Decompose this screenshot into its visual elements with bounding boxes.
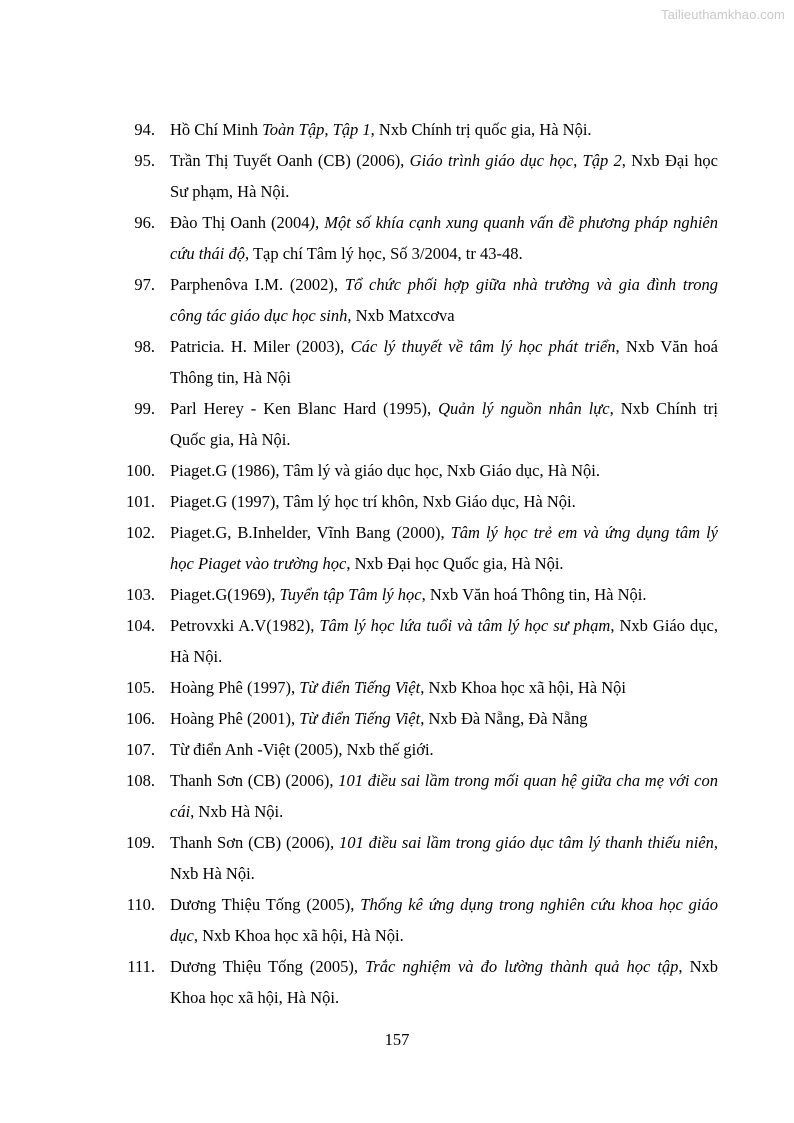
watermark: Tailieuthamkhao.com (660, 7, 785, 22)
reference-item (0, 734, 794, 765)
reference-title: Từ điển Tiếng Việt (299, 678, 421, 697)
reference-segment: Piaget.G (1997), Tâm lý học trí khôn, Nxb Giáo dục, Hà Nội. (170, 492, 576, 511)
reference-text (170, 579, 718, 610)
reference-number: 94. (134, 120, 155, 139)
reference-item (0, 486, 794, 517)
reference-number: 111. (127, 957, 155, 976)
reference-title: 101 điều sai lầm trong giáo dục tâm lý thanh thiếu niên (338, 833, 714, 852)
reference-segment: Hoàng Phê (1997), (170, 678, 300, 697)
reference-segment: , Nxb Chính trị Quốc gia, Hà Nội. (170, 399, 719, 449)
reference-item (0, 145, 794, 207)
reference-segment: , Nxb Khoa học xã hội, Hà Nội. (193, 926, 404, 945)
reference-title: Từ điển Tiếng Việt (299, 709, 421, 728)
reference-segment: , Nxb Đại học Quốc gia, Hà Nội. (346, 554, 564, 573)
reference-number: 97. (134, 275, 155, 294)
reference-item (0, 393, 794, 455)
reference-number: 98. (134, 337, 155, 356)
reference-item (0, 827, 794, 889)
reference-text (170, 672, 718, 703)
reference-text (170, 331, 718, 393)
reference-text (170, 951, 718, 1013)
reference-title: Trắc nghiệm và đo lường thành quả học tập (365, 957, 679, 976)
reference-title: 101 điều sai lầm trong mối quan hệ giữa cha mẹ với con cái (170, 771, 718, 821)
reference-item (0, 579, 794, 610)
reference-segment: Parphenôva I.M. (2002), (170, 275, 345, 294)
reference-segment: Từ điển Anh -Việt (2005), Nxb thế giới. (170, 740, 434, 759)
reference-text (170, 827, 718, 889)
reference-item (0, 269, 794, 331)
reference-number: 105. (126, 678, 155, 697)
reference-text (170, 765, 718, 827)
reference-segment: Patricia. H. Miler (2003), (170, 337, 351, 356)
reference-segment: Thanh Sơn (CB) (2006), (170, 833, 339, 852)
reference-number: 103. (126, 585, 155, 604)
page-number: 157 (384, 1030, 410, 1049)
reference-text (170, 734, 718, 765)
reference-text (170, 610, 718, 672)
reference-segment: , Nxb Khoa học xã hội, Hà Nội. (170, 957, 719, 1007)
reference-item (0, 672, 794, 703)
reference-segment: Piaget.G, B.Inhelder, Vĩnh Bang (2000), (170, 523, 451, 542)
reference-item (0, 610, 794, 672)
reference-title: Giáo trình giáo dục học (409, 151, 574, 170)
reference-number: 102. (126, 523, 155, 542)
reference-text (170, 889, 718, 951)
reference-segment: , Nxb Văn hoá Thông tin, Hà Nội. (421, 585, 647, 604)
reference-text (170, 703, 718, 734)
reference-text (170, 517, 718, 579)
reference-title: Tuyển tập Tâm lý học (279, 585, 422, 604)
reference-text (170, 207, 718, 269)
reference-segment: , Nxb Chính trị quốc gia, Hà Nội. (370, 120, 592, 139)
reference-list (0, 114, 794, 1013)
reference-item (0, 331, 794, 393)
reference-segment: , (573, 151, 583, 170)
reference-segment: Dương Thiệu Tống (2005), (170, 957, 366, 976)
reference-item (0, 114, 794, 145)
reference-segment: Hoàng Phê (2001), (170, 709, 300, 728)
reference-text (170, 486, 718, 517)
reference-text (170, 145, 718, 207)
reference-number: 107. (126, 740, 155, 759)
reference-segment: , Nxb Hà Nội. (190, 802, 284, 821)
reference-title: Tâm lý học trẻ em và ứng dụng tâm lý học Piaget vào trường học (170, 523, 718, 573)
reference-segment: Đào Thị Oanh (2004 (170, 213, 310, 232)
reference-title: Các lý thuyết về tâm lý học phát triển, (350, 337, 620, 356)
reference-text (170, 455, 718, 486)
reference-title: Thống kê ứng dụng trong nghiên cứu khoa học giáo dục (170, 895, 718, 945)
reference-text (170, 393, 718, 455)
reference-segment: Dương Thiệu Tống (2005), (170, 895, 361, 914)
reference-title: Tổ chức phối hợp giữa nhà trường và gia đình trong công tác giáo dục học sinh, (170, 275, 718, 325)
reference-title: Tập 2 (582, 151, 622, 170)
reference-number: 100. (126, 461, 155, 480)
reference-title: Tâm lý học lứa tuổi và tâm lý học sư phạm (319, 616, 611, 635)
reference-item (0, 207, 794, 269)
reference-number: 110. (126, 895, 155, 914)
reference-segment: Piaget.G(1969), (170, 585, 280, 604)
reference-segment: , Nxb Đại học Sư phạm, Hà Nội. (170, 151, 718, 201)
reference-segment: , Nxb Đà Nẵng, Đà Nẵng (420, 709, 588, 728)
reference-item (0, 765, 794, 827)
reference-segment: Trần Thị Tuyết Oanh (CB) (2006), (170, 151, 410, 170)
reference-item (0, 951, 794, 1013)
reference-segment: Nxb Văn hoá Thông tin, Hà Nội (170, 337, 718, 387)
reference-title: Quản lý nguồn nhân lực (438, 399, 610, 418)
reference-segment: Nxb Matxcơva (351, 306, 455, 325)
reference-segment: , Tạp chí Tâm lý học, Số 3/2004, tr 43-48. (245, 244, 523, 263)
reference-segment: Piaget.G (1986), Tâm lý và giáo dục học, Nxb Giáo dục, Hà Nội. (170, 461, 600, 480)
reference-number: 109. (126, 833, 155, 852)
reference-number: 104. (126, 616, 155, 635)
reference-number: 101. (126, 492, 155, 511)
reference-segment: , Nxb Khoa học xã hội, Hà Nội (420, 678, 626, 697)
reference-item (0, 703, 794, 734)
reference-segment: Petrovxki A.V(1982), (170, 616, 320, 635)
reference-item (0, 889, 794, 951)
reference-text (170, 114, 718, 145)
reference-number: 95. (134, 151, 155, 170)
reference-segment: Hồ Chí Minh (170, 120, 263, 139)
reference-segment: Parl Herey - Ken Blanc Hard (1995), (170, 399, 439, 418)
reference-segment: , Nxb Hà Nội. (170, 833, 719, 883)
reference-item (0, 455, 794, 486)
reference-number: 106. (126, 709, 155, 728)
reference-title: ), Một số khía cạnh xung quanh vấn đề phương pháp nghiên cứu thái độ (170, 213, 718, 263)
reference-number: 96. (134, 213, 155, 232)
reference-segment: , Nxb Giáo dục, Hà Nội. (170, 616, 718, 666)
reference-number: 108. (126, 771, 155, 790)
reference-segment: Thanh Sơn (CB) (2006), (170, 771, 339, 790)
reference-item (0, 517, 794, 579)
reference-number: 99. (134, 399, 155, 418)
reference-text (170, 269, 718, 331)
reference-title: Toàn Tập, Tập 1 (262, 120, 371, 139)
